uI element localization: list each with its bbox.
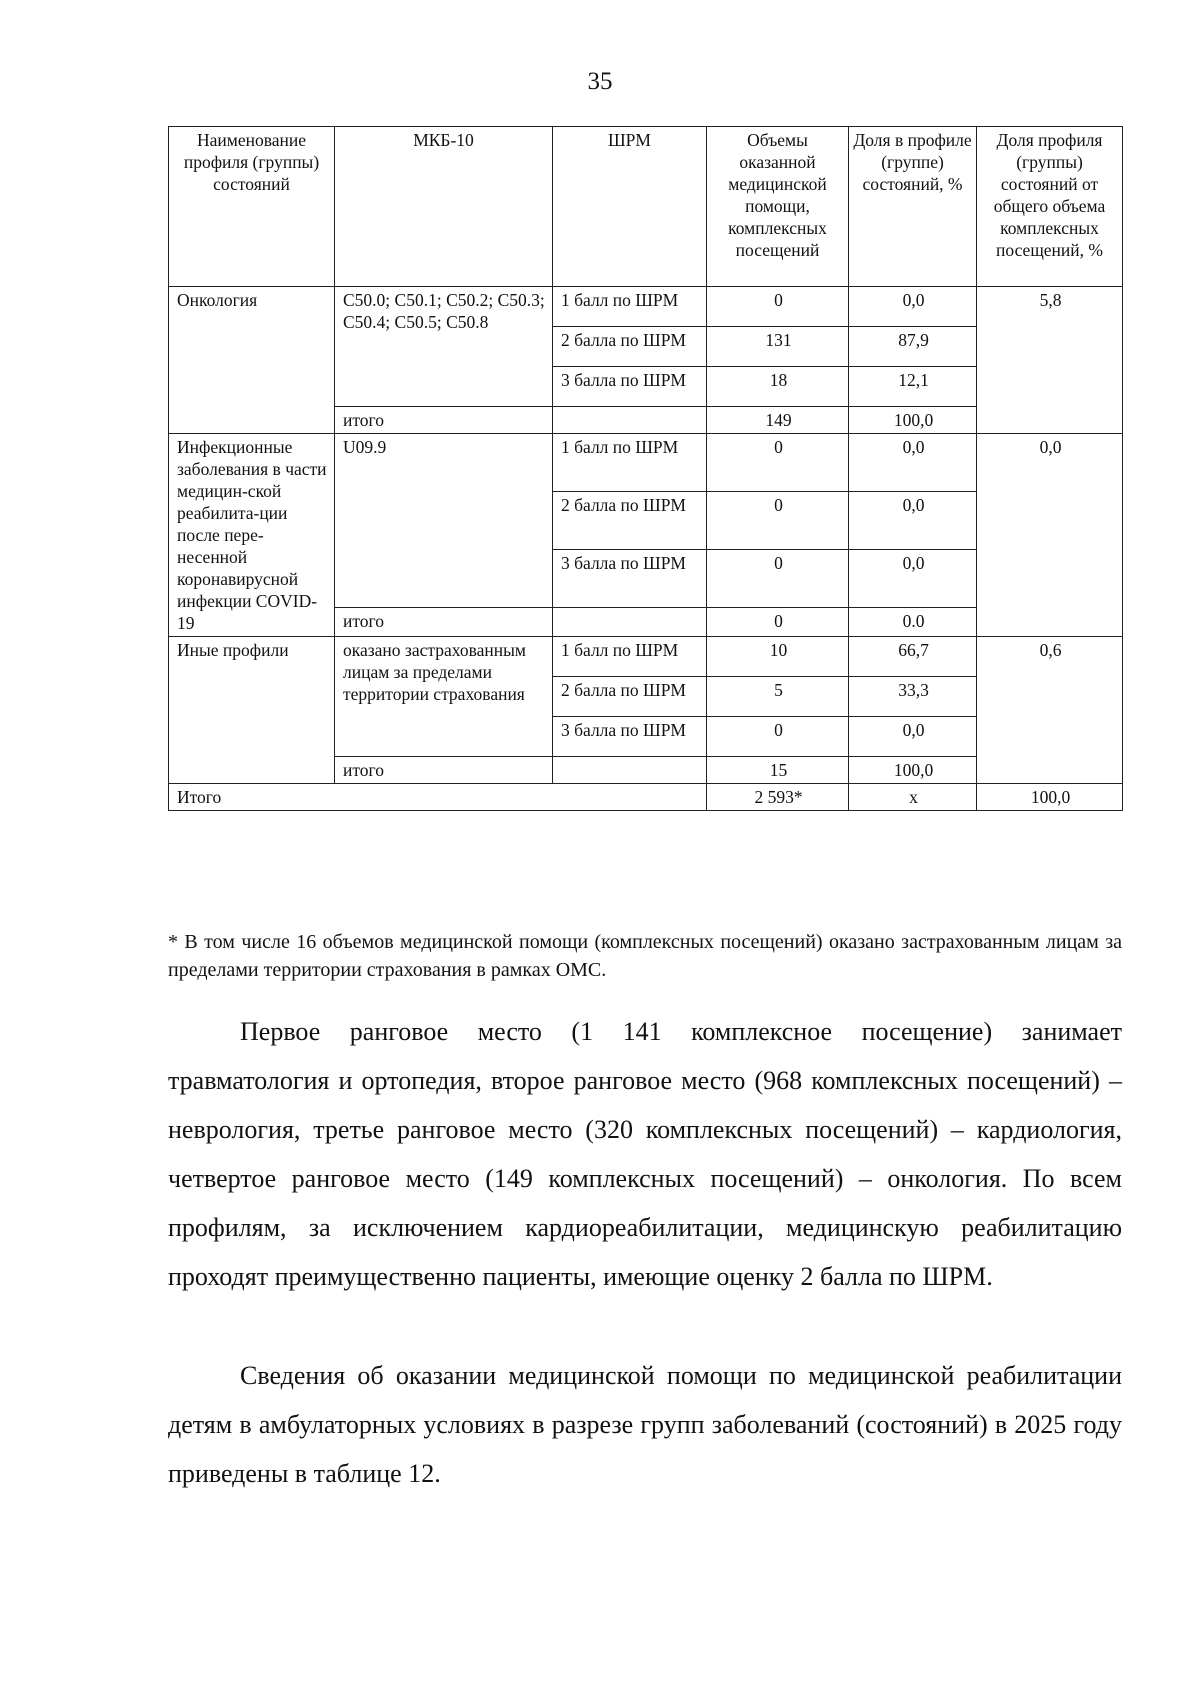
- footnote: * В том числе 16 объемов медицинской помощи (комплексных посещений) оказано застрахованным лицам за пределами территории страхования в рамках ОМС.: [168, 931, 1122, 981]
- group-icd: С50.0; С50.1; С50.2; С50.3; С50.4; С50.5; С50.8: [335, 287, 553, 407]
- share-cell: 0,0: [849, 434, 977, 492]
- subtotal-label: итого: [335, 407, 553, 434]
- subtotal-label: итого: [335, 757, 553, 784]
- header-profile: Наименование профиля (группы) состояний: [169, 127, 335, 287]
- group-name: Иные профили: [169, 637, 335, 784]
- total-volume: 2 593*: [707, 784, 849, 811]
- volume-cell: 0: [707, 550, 849, 608]
- page-number: 35: [587, 68, 613, 95]
- table-row: [169, 637, 1123, 677]
- shrm-cell: 1 балл по ШРМ: [553, 637, 707, 677]
- shrm-cell: 3 балла по ШРМ: [553, 717, 707, 757]
- table-row: [169, 287, 1123, 327]
- volume-cell: 131: [707, 327, 849, 367]
- header-icd: МКБ-10: [335, 127, 553, 287]
- volume-cell: 18: [707, 367, 849, 407]
- body-paragraph: Сведения об оказании медицинской помощи по медицинской реабилитации детям в амбулаторных условиях в разрезе групп заболеваний (состояний) в 2025 году приведены в таблице 12.: [168, 1361, 1122, 1488]
- subtotal-label: итого: [335, 608, 553, 637]
- shrm-cell: 1 балл по ШРМ: [553, 434, 707, 492]
- empty-cell: [553, 757, 707, 784]
- total-share-total: 100,0: [977, 784, 1123, 811]
- shrm-cell: 2 балла по ШРМ: [553, 492, 707, 550]
- total-label: Итого: [169, 784, 707, 811]
- volume-cell: 10: [707, 637, 849, 677]
- group-name: Онкология: [169, 287, 335, 434]
- share-cell: 66,7: [849, 637, 977, 677]
- subtotal-share: 100,0: [849, 757, 977, 784]
- volume-cell: 0: [707, 434, 849, 492]
- total-row: [169, 784, 1123, 811]
- table-header-row: [169, 127, 1123, 287]
- data-table: [168, 126, 1123, 811]
- subtotal-share: 0.0: [849, 608, 977, 637]
- shrm-cell: 3 балла по ШРМ: [553, 550, 707, 608]
- share-cell: 87,9: [849, 327, 977, 367]
- empty-cell: [553, 407, 707, 434]
- header-share-total: Доля профиля (группы) состояний от общего объема комплексных посещений, %: [977, 127, 1123, 287]
- share-cell: 33,3: [849, 677, 977, 717]
- volume-cell: 0: [707, 717, 849, 757]
- group-icd: оказано застрахованным лицам за пределами территории страхования: [335, 637, 553, 757]
- header-volume: Объемы оказанной медицинской помощи, комплексных посещений: [707, 127, 849, 287]
- shrm-cell: 2 балла по ШРМ: [553, 327, 707, 367]
- empty-cell: [553, 608, 707, 637]
- share-cell: 12,1: [849, 367, 977, 407]
- shrm-cell: 2 балла по ШРМ: [553, 677, 707, 717]
- group-share-total: 0,0: [977, 434, 1123, 637]
- group-name: Инфекционные заболевания в части медицин-ской реабилита-ции после пере-несенной коронавирусной инфекции COVID-19: [169, 434, 335, 637]
- subtotal-volume: 149: [707, 407, 849, 434]
- header-share: Доля в профиле (группе) состояний, %: [849, 127, 977, 287]
- share-cell: 0,0: [849, 287, 977, 327]
- group-share-total: 0,6: [977, 637, 1123, 784]
- shrm-cell: 1 балл по ШРМ: [553, 287, 707, 327]
- header-shrm: ШРМ: [553, 127, 707, 287]
- volume-cell: 5: [707, 677, 849, 717]
- group-icd: U09.9: [335, 434, 553, 608]
- body-paragraph: Первое ранговое место (1 141 комплексное посещение) занимает травматология и ортопедия, второе ранговое место (968 комплексных посещений) – неврология, третье ранговое место (320 комплексных посещений) – кардиология, четвертое ранговое место (149 комплексных посещений) – онкология. По всем профилям, за исключением кардиореабилитации, медицинскую реабилитацию проходят преимущественно пациенты, имеющие оценку 2 балла по ШРМ.: [168, 1017, 1122, 1291]
- group-share-total: 5,8: [977, 287, 1123, 434]
- table-row: [169, 434, 1123, 492]
- volume-cell: 0: [707, 492, 849, 550]
- volume-cell: 0: [707, 287, 849, 327]
- subtotal-share: 100,0: [849, 407, 977, 434]
- subtotal-volume: 15: [707, 757, 849, 784]
- shrm-cell: 3 балла по ШРМ: [553, 367, 707, 407]
- share-cell: 0,0: [849, 550, 977, 608]
- share-cell: 0,0: [849, 717, 977, 757]
- total-share: х: [849, 784, 977, 811]
- subtotal-volume: 0: [707, 608, 849, 637]
- share-cell: 0,0: [849, 492, 977, 550]
